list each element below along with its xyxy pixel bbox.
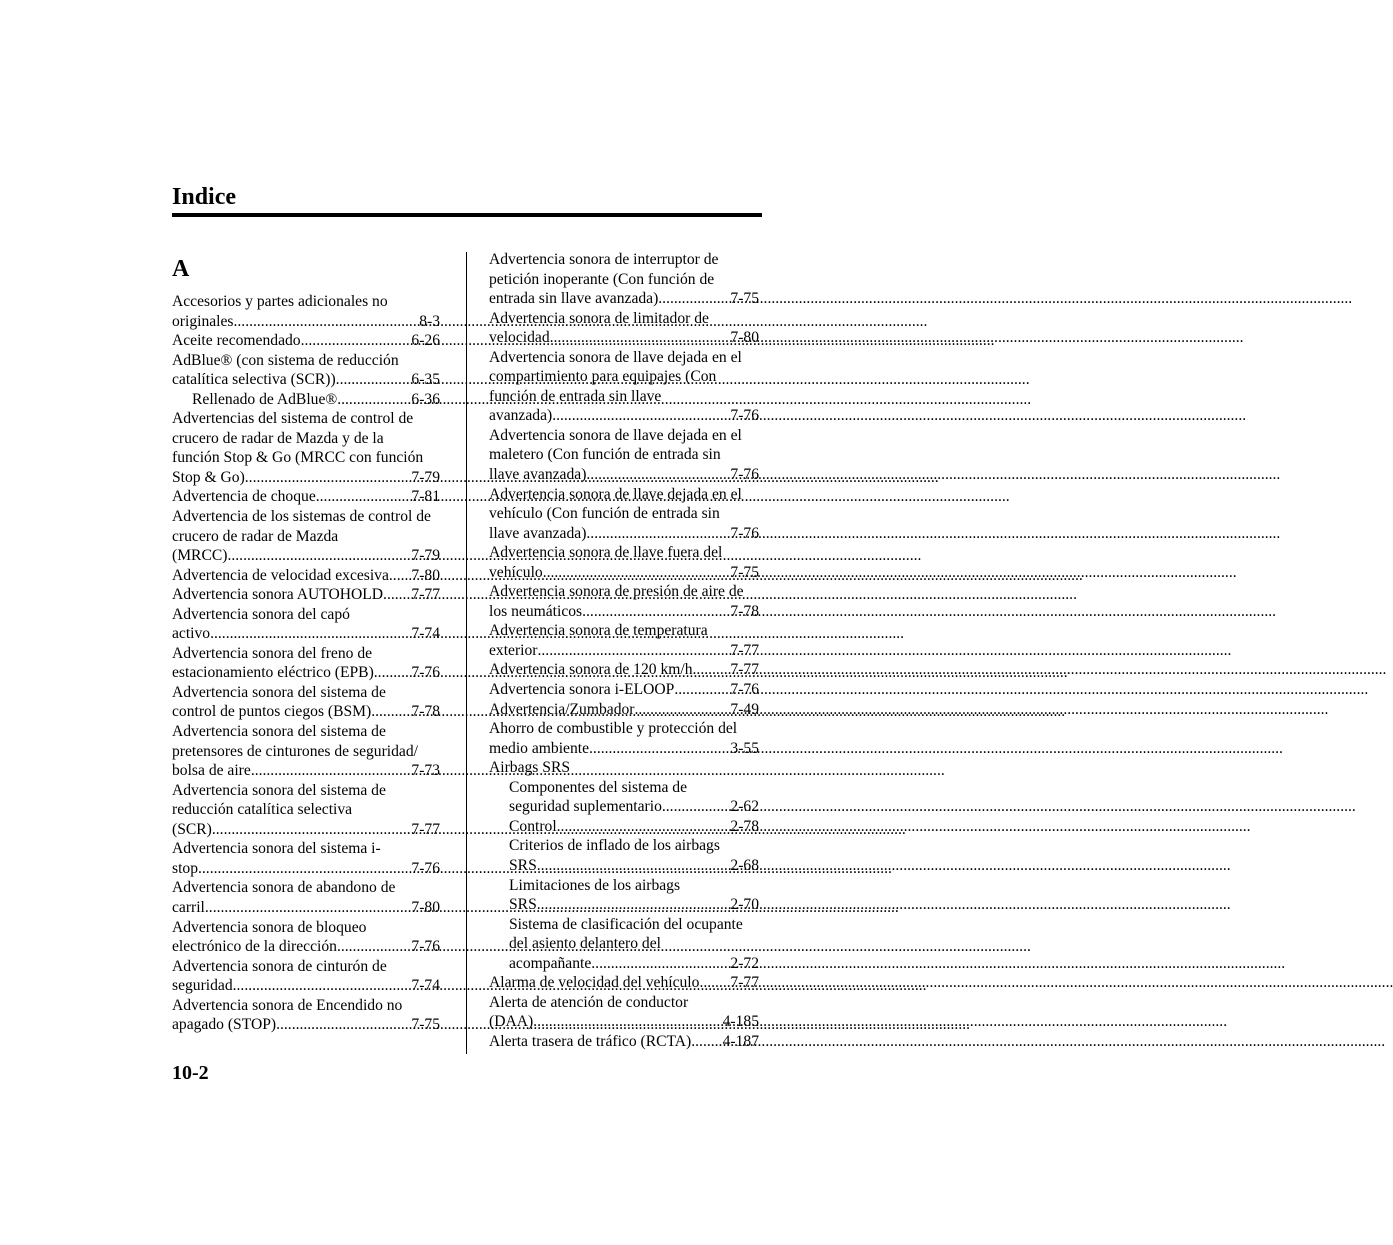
index-entry-text: control de puntos ciegos (BSM) [172,703,372,721]
index-entry [172,839,440,878]
index-entry-text: estacionamiento eléctrico (EPB) [172,664,374,682]
leader-dots [538,641,730,661]
index-entry-leader-row [489,524,759,544]
index-page-ref: 7-73 [411,762,440,780]
index-entry-leader-row [172,702,440,722]
index-entry [489,250,759,309]
index-page-ref: 7-77 [730,974,759,992]
index-entry-line: Advertencia sonora de llave dejada en el [489,348,742,366]
index-entry-line: Advertencia sonora de llave dejada en el [489,426,742,444]
index-page-ref: 7-81 [411,488,440,506]
leader-dots [205,898,411,918]
index-column-left [172,248,440,1035]
index-entry-line: Criterios de inflado de los airbags [509,837,720,855]
index-entry-line: crucero de radar de Mazda y de la [172,429,384,447]
index-entry-text: Advertencia sonora AUTOHOLD [172,586,384,604]
index-entry-line: Advertencias del sistema de control de [172,410,414,428]
index-entry-leader-row [172,937,440,957]
index-entry [489,778,759,817]
index-page-ref: 6-35 [411,371,440,389]
leader-dots [337,390,410,410]
index-page-ref: 7-79 [411,547,440,565]
index-entry-line: función Stop & Go (MRCC con función [172,449,424,467]
index-entry [489,543,759,582]
leader-dots [301,331,411,351]
index-entry-line: Advertencia sonora de presión de aire de [489,583,744,601]
index-entry-line: Advertencia sonora de Encendido no [172,996,403,1014]
index-page-ref: 7-78 [730,602,759,620]
index-entry-line: reducción catalítica selectiva [172,801,353,819]
index-page-ref: 7-77 [411,586,440,604]
index-entry-line: Alerta de atención de conductor [489,993,689,1011]
index-entry-line: Advertencia sonora de bloqueo [172,918,367,936]
index-entry-text: llave avanzada) [489,524,587,542]
index-entry-leader-row [489,739,759,759]
index-entry-leader-row [509,797,759,817]
index-entry-line: Airbags SRS [489,759,571,777]
index-entry-text: apagado (STOP) [172,1016,277,1034]
leader-dots [537,895,730,915]
index-entry-leader-row [192,390,440,410]
index-entry [489,680,759,700]
index-entry-text: SRS [509,856,537,874]
index-entry [172,781,440,840]
index-entry [172,487,440,507]
index-page-ref: 8-3 [419,312,440,330]
index-entry-leader-row [509,954,759,974]
index-entry-text: (DAA) [489,1013,534,1031]
leader-dots [227,546,410,566]
index-entry-line: Advertencia sonora del freno de [172,644,373,662]
index-page-ref: 7-80 [411,566,440,584]
leader-dots [245,468,411,488]
index-entry-line: Advertencia sonora del sistema i- [172,840,381,858]
leader-dots [589,739,729,759]
leader-dots [276,1015,410,1035]
index-entry-text: Advertencia sonora de 120 km/h [489,661,693,679]
index-entry-leader-row [489,700,759,720]
index-entry-text: activo [172,625,211,643]
index-entry [172,566,440,586]
index-entry [489,426,759,485]
index-entry-leader-row [172,585,440,605]
leader-dots [233,976,411,996]
leader-dots [591,954,729,974]
index-page-ref: 2-68 [730,856,759,874]
index-page-ref: 2-78 [730,817,759,835]
index-entry [489,1032,759,1052]
index-entry-text: bolsa de aire [172,762,251,780]
index-entry-line: del asiento delantero del [509,935,661,953]
index-entry-line: Advertencia sonora de llave fuera del [489,544,723,562]
index-entry-leader-row [172,761,440,781]
page-title: Indice [172,184,237,210]
index-entry [489,973,759,993]
index-entry-line: Advertencia de los sistemas de control de [172,508,431,526]
index-entry-leader-row [489,328,759,348]
column-divider [466,252,467,1054]
index-page-ref: 7-76 [730,466,759,484]
index-page-ref: 7-75 [730,290,759,308]
index-page-ref: 7-77 [730,661,759,679]
index-entry-line: Advertencia sonora de limitador de [489,309,709,327]
leader-dots [316,487,411,507]
index-entry-text: stop [172,859,198,877]
index-entry-leader-row [489,973,759,993]
index-entry-text: Advertencia de choque [172,488,316,506]
index-entry-line: petición inoperante (Con función de [489,270,715,288]
index-entry-leader-row [172,859,440,879]
index-entry-leader-row [509,856,759,876]
index-entry [172,878,440,917]
title-rule [172,213,762,217]
index-entry-leader-row [172,566,440,586]
index-page-ref: 4-187 [722,1032,759,1050]
index-entry-leader-row [172,331,440,351]
index-entry-leader-row [489,1032,759,1052]
index-entry-leader-row [489,289,759,309]
index-entry-text: avanzada) [489,407,553,425]
index-entry-leader-row [489,602,759,622]
leader-dots [543,563,730,583]
index-entry-text: originales [172,312,234,330]
index-entry [489,817,759,837]
leader-dots [337,937,410,957]
index-page-ref: 7-77 [411,820,440,838]
index-entry [489,719,759,758]
index-page-ref: 2-62 [730,798,759,816]
index-entry-line: Advertencia sonora del sistema de [172,683,386,701]
index-entry-line: vehículo (Con función de entrada sin [489,505,720,523]
leader-dots [234,312,419,332]
index-entry-text: (MRCC) [172,547,228,565]
leader-dots [691,1032,721,1052]
index-page-ref: 7-80 [730,329,759,347]
index-page-ref: 7-75 [730,563,759,581]
index-entry-leader-row [172,624,440,644]
index-entry [489,348,759,426]
index-entry-text: Alerta trasera de tráfico (RCTA) [489,1032,692,1050]
index-entry [489,660,759,680]
index-list-right [489,250,759,1051]
index-entry-line: Advertencia sonora de abandono de [172,879,396,897]
index-entry-leader-row [489,660,759,680]
index-entry-text: catalítica selectiva (SCR)) [172,371,336,389]
index-entry-text: llave avanzada) [489,466,587,484]
index-entry-line: Advertencia sonora del sistema de [172,723,386,741]
leader-dots [557,817,730,837]
index-entry-line: Advertencia sonora de llave dejada en el [489,485,742,503]
leader-dots [537,856,730,876]
index-entry-line: AdBlue® (con sistema de reducción [172,351,399,369]
index-entry-text: entrada sin llave avanzada) [489,290,659,308]
index-entry [172,722,440,781]
leader-dots [389,566,411,586]
index-entry [489,485,759,544]
index-entry-line: Accesorios y partes adicionales no [172,293,388,310]
index-entry [489,915,759,974]
index-entry-text: electrónico de la dirección [172,938,337,956]
index-entry [489,700,759,720]
index-entry-text: Advertencia de velocidad excesiva [172,566,389,584]
index-page-ref: 2-72 [730,954,759,972]
leader-dots [586,465,729,485]
index-entry [172,507,440,566]
index-entry [172,683,440,722]
index-page-ref: 7-77 [730,641,759,659]
index-entry-line: Advertencia sonora del sistema de [172,781,386,799]
index-page-ref: 7-75 [411,1016,440,1034]
index-entry-leader-row [172,663,440,683]
index-entry [489,582,759,621]
index-entry-leader-row [489,1012,759,1032]
index-entry-line: función de entrada sin llave [489,387,662,405]
index-entry [172,585,440,605]
index-page-ref: 3-55 [730,739,759,757]
leader-dots [552,406,729,426]
index-entry-leader-row [172,546,440,566]
index-entry-leader-row [489,406,759,426]
leader-dots [658,289,729,309]
index-page-ref: 7-76 [411,664,440,682]
index-entry-line: pretensores de cinturones de seguridad/ [172,742,418,760]
index-entry [489,876,759,915]
index-page-ref: 7-76 [730,524,759,542]
index-page-ref: 6-26 [411,332,440,350]
index-list-left [172,292,440,1035]
index-entry [489,621,759,660]
leader-dots [693,660,730,680]
index-page-ref: 7-76 [411,938,440,956]
index-page-ref: 7-80 [411,898,440,916]
index-entry [172,331,440,351]
leader-dots [383,585,410,605]
leader-dots [212,820,411,840]
index-page-ref: 7-74 [411,625,440,643]
index-entry [172,644,440,683]
index-entry-line: crucero de radar de Mazda [172,527,339,545]
index-entry-leader-row [172,1015,440,1035]
index-entry-leader-row [172,898,440,918]
index-entry-leader-row [489,641,759,661]
index-entry [172,409,440,487]
index-entry-leader-row [172,487,440,507]
index-entry-leader-row [172,312,440,332]
index-entry-text: velocidad [489,329,550,347]
index-entry-line: Componentes del sistema de [509,778,687,796]
index-entry-text: Aceite recomendado [172,332,301,350]
leader-dots [251,761,411,781]
index-entry-text: Alarma de velocidad del vehículo [489,974,700,992]
index-entry [489,993,759,1032]
leader-dots [371,702,410,722]
index-entry [489,758,759,778]
leader-dots [533,1012,721,1032]
index-entry-line: Advertencia sonora del capó [172,605,350,623]
leader-dots [699,973,729,993]
index-entry-leader-row [489,465,759,485]
index-entry-text: (SCR) [172,820,212,838]
index-page-ref: 7-76 [730,407,759,425]
index-entry [172,996,440,1035]
index-entry [172,605,440,644]
index-entry-leader-row [172,370,440,390]
leader-dots [634,700,729,720]
index-entry-text: acompañante [509,954,592,972]
index-entry-text: carril [172,898,205,916]
leader-dots [198,859,410,879]
index-page-ref: 7-76 [730,681,759,699]
index-entry-line: Advertencia sonora de temperatura [489,622,708,640]
index-entry-line: Limitaciones de los airbags [509,876,681,894]
index-entry-leader-row [172,820,440,840]
leader-dots [210,624,410,644]
index-page-ref: 7-79 [411,468,440,486]
index-page-ref: 7-74 [411,977,440,995]
index-entry-text: los neumáticos [489,602,583,620]
leader-dots [582,602,729,622]
index-entry-leader-row [172,468,440,488]
index-entry [172,390,440,410]
leader-dots [336,370,411,390]
index-entry-leader-row [489,563,759,583]
index-entry-text: Stop & Go) [172,468,245,486]
index-page-ref: 4-185 [722,1013,759,1031]
index-entry-leader-row [509,895,759,915]
index-entry-leader-row [509,817,759,837]
index-entry-text: Control [509,817,557,835]
page-number: 10-2 [172,1062,209,1084]
index-entry-line: Advertencia sonora de cinturón de [172,957,387,975]
index-entry-line: Advertencia sonora de interruptor de [489,251,719,268]
index-entry-text: Rellenado de AdBlue® [192,390,338,408]
index-entry-text: seguridad [172,977,233,995]
index-entry-text: medio ambiente [489,739,590,757]
index-entry [172,351,440,390]
index-page-ref: 6-36 [411,390,440,408]
index-entry-leader-row [172,976,440,996]
index-entry-text: vehículo [489,563,543,581]
index-entry-leader-row [489,680,759,700]
index-entry-text: seguridad suplementario [509,798,662,816]
leader-dots [674,680,729,700]
index-entry-text: SRS [509,896,537,914]
index-entry-line: compartimiento para equipajes (Con [489,368,717,386]
index-page-ref: 2-70 [730,896,759,914]
index-entry [172,957,440,996]
index-entry-line: Sistema de clasificación del ocupante [509,915,743,933]
index-entry-text: Advertencia sonora i-ELOOP [489,681,675,699]
index-entry-line: Ahorro de combustible y protección del [489,720,738,738]
index-entry-text: Advertencia/Zumbador [489,700,635,718]
index-page-ref: 7-76 [411,859,440,877]
index-column-right [489,250,759,1051]
index-entry-text: exterior [489,641,538,659]
index-entry [489,836,759,875]
leader-dots [586,524,729,544]
index-entry [172,292,440,331]
index-page-ref: 7-49 [730,700,759,718]
index-page-ref: 7-78 [411,703,440,721]
index-entry [172,918,440,957]
index-entry [489,309,759,348]
leader-dots [662,797,730,817]
leader-dots [374,663,411,683]
leader-dots [550,328,730,348]
index-entry-line: maletero (Con función de entrada sin [489,446,721,464]
section-letter: A [172,256,190,282]
